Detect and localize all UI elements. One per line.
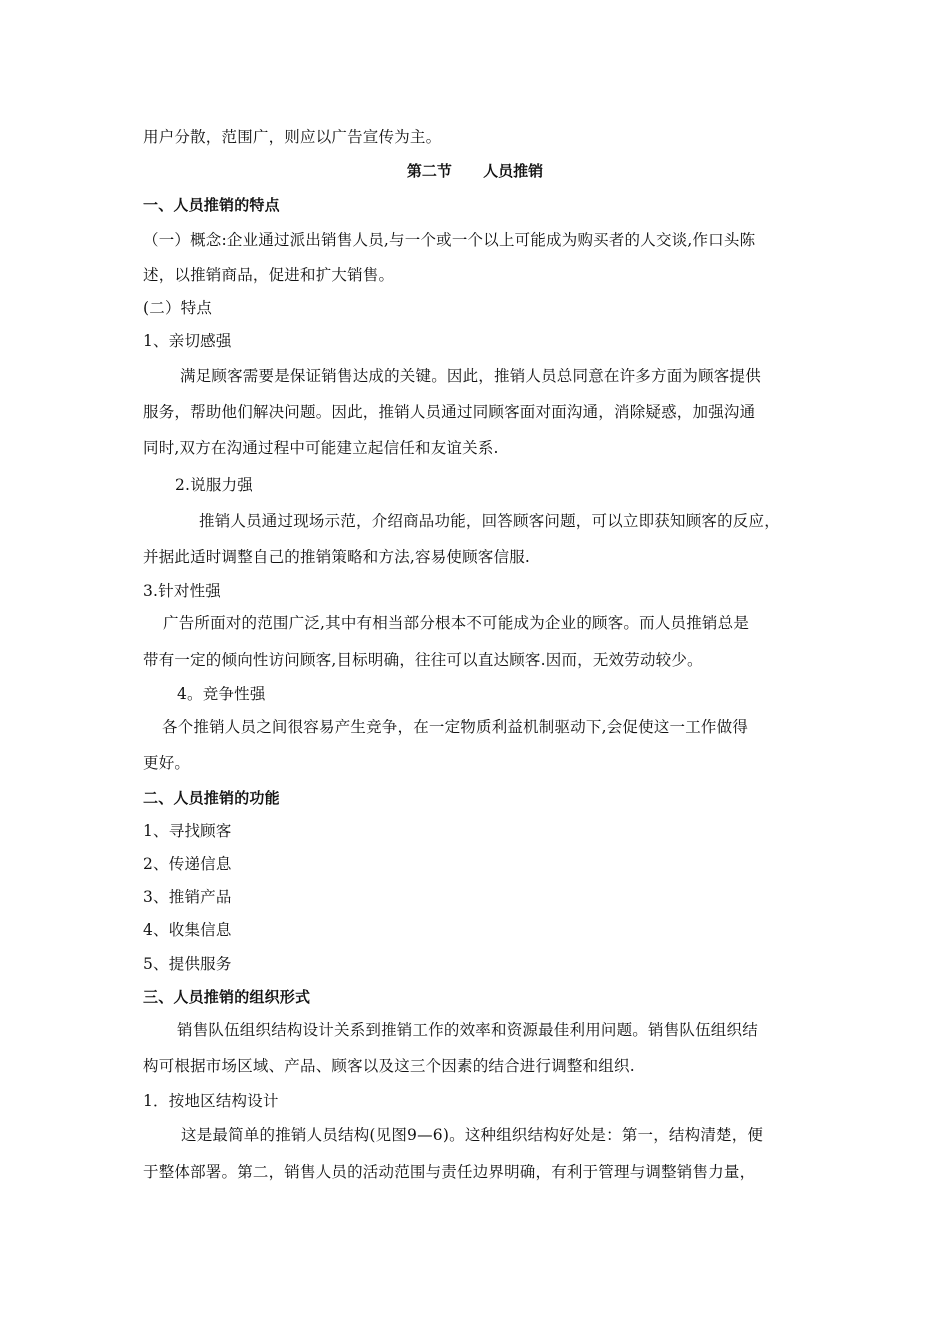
subheading: 3.针对性强 bbox=[143, 582, 221, 600]
paragraph-line: 并据此适时调整自己的推销策略和方法,容易使顾客信服. bbox=[143, 548, 531, 566]
paragraph-line: 满足顾客需要是保证销售达成的关键。因此，推销人员总同意在许多方面为顾客提供 bbox=[180, 367, 761, 385]
paragraph-line: 于整体部署。第二，销售人员的活动范围与责任边界明确，有利于管理与调整销售力量， bbox=[143, 1163, 756, 1181]
subheading: 1、亲切感强 bbox=[143, 332, 232, 350]
paragraph-line: 构可根据市场区域、产品、顾客以及这三个因素的结合进行调整和组织. bbox=[143, 1057, 635, 1075]
heading-3: 三、人员推销的组织形式 bbox=[143, 988, 311, 1006]
paragraph-line: （一）概念:企业通过派出销售人员,与一个或一个以上可能成为购买者的人交谈,作口头陈 bbox=[143, 231, 756, 249]
list-item: 4、收集信息 bbox=[143, 921, 232, 939]
list-item: 5、提供服务 bbox=[143, 955, 232, 973]
paragraph-line: 用户分散，范围广，则应以广告宣传为主。 bbox=[143, 128, 442, 146]
paragraph-line: 广告所面对的范围广泛,其中有相当部分根本不可能成为企业的顾客。而人员推销总是 bbox=[163, 614, 750, 632]
list-item: 1、寻找顾客 bbox=[143, 822, 232, 840]
subheading: 1．按地区结构设计 bbox=[143, 1092, 279, 1110]
paragraph-line: 带有一定的倾向性访问顾客,目标明确，往往可以直达顾客.因而，无效劳动较少。 bbox=[143, 651, 703, 669]
heading-2: 二、人员推销的功能 bbox=[143, 789, 280, 807]
paragraph-line: 销售队伍组织结构设计关系到推销工作的效率和资源最佳利用问题。销售队伍组织结 bbox=[177, 1021, 758, 1039]
list-item: 3、推销产品 bbox=[143, 888, 232, 906]
paragraph-line: 述，以推销商品，促进和扩大销售。 bbox=[143, 266, 395, 284]
paragraph-line: 同时,双方在沟通过程中可能建立起信任和友谊关系. bbox=[143, 439, 499, 457]
list-item: 2、传递信息 bbox=[143, 855, 232, 873]
paragraph-line: 更好。 bbox=[143, 754, 191, 772]
paragraph-line: 推销人员通过现场示范，介绍商品功能，回答顾客问题，可以立即获知顾客的反应， bbox=[199, 512, 780, 530]
heading-1: 一、人员推销的特点 bbox=[143, 196, 280, 214]
section-title: 第二节 人员推销 bbox=[406, 162, 544, 180]
subheading: (二）特点 bbox=[143, 299, 213, 317]
subheading: 4。竞争性强 bbox=[177, 685, 266, 703]
subheading: 2.说服力强 bbox=[175, 476, 253, 494]
paragraph-line: 这是最简单的推销人员结构(见图9—6)。这种组织结构好处是：第一，结构清楚，便 bbox=[181, 1126, 764, 1144]
paragraph-line: 各个推销人员之间很容易产生竞争，在一定物质利益机制驱动下,会促使这一工作做得 bbox=[162, 718, 749, 736]
paragraph-line: 服务，帮助他们解决问题。因此，推销人员通过同顾客面对面沟通，消除疑惑，加强沟通 bbox=[143, 403, 756, 421]
